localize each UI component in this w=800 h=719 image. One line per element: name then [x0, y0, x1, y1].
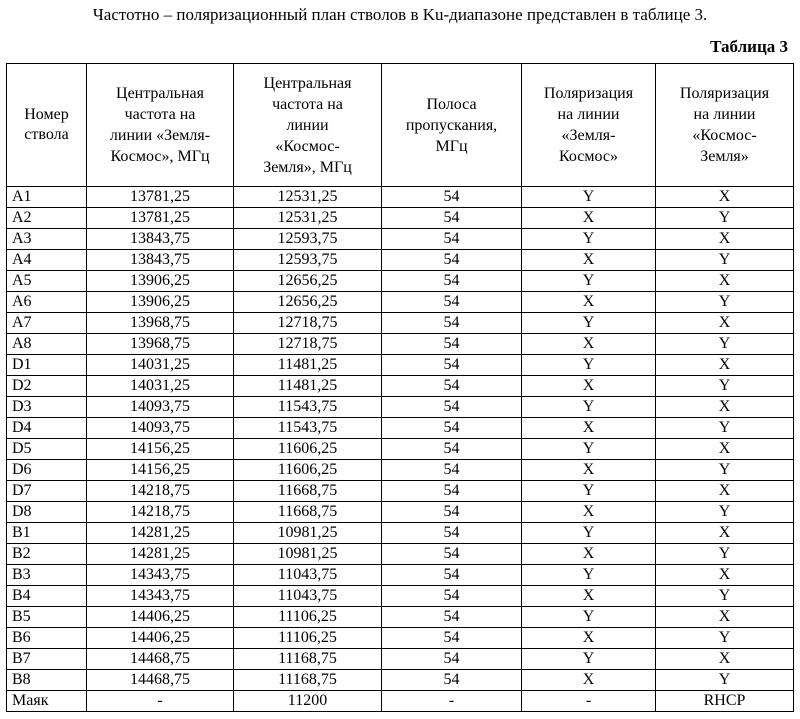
- cell-bandwidth: 54: [382, 229, 522, 250]
- cell-uplink-frequency: 13843,75: [87, 229, 234, 250]
- cell-bandwidth: 54: [382, 628, 522, 649]
- cell-downlink-frequency: 11668,75: [234, 481, 382, 502]
- cell-downlink-frequency: 12593,75: [234, 250, 382, 271]
- cell-uplink-polarization: X: [522, 250, 656, 271]
- table-body: [7, 187, 794, 712]
- cell-uplink-frequency: 14343,75: [87, 586, 234, 607]
- table-row: [7, 649, 794, 670]
- cell-downlink-polarization: Y: [656, 418, 794, 439]
- cell-bandwidth: 54: [382, 376, 522, 397]
- cell-downlink-frequency: 11543,75: [234, 418, 382, 439]
- cell-uplink-frequency: 13906,25: [87, 271, 234, 292]
- cell-downlink-frequency: 11106,25: [234, 628, 382, 649]
- table-row: [7, 187, 794, 208]
- cell-transponder-number: D8: [7, 502, 87, 523]
- cell-uplink-polarization: Y: [522, 187, 656, 208]
- cell-bandwidth: 54: [382, 292, 522, 313]
- cell-bandwidth: 54: [382, 502, 522, 523]
- cell-transponder-number: D4: [7, 418, 87, 439]
- cell-downlink-polarization: Y: [656, 334, 794, 355]
- cell-downlink-polarization: X: [656, 649, 794, 670]
- cell-uplink-frequency: 14156,25: [87, 439, 234, 460]
- table-row: [7, 607, 794, 628]
- cell-downlink-polarization: X: [656, 523, 794, 544]
- cell-transponder-number: A5: [7, 271, 87, 292]
- cell-uplink-polarization: Y: [522, 397, 656, 418]
- cell-transponder-number: B5: [7, 607, 87, 628]
- cell-downlink-polarization: X: [656, 313, 794, 334]
- cell-downlink-frequency: 12531,25: [234, 208, 382, 229]
- cell-bandwidth: 54: [382, 313, 522, 334]
- cell-bandwidth: 54: [382, 187, 522, 208]
- cell-uplink-frequency: 13843,75: [87, 250, 234, 271]
- header-bandwidth: Полоса пропускания, МГц: [382, 64, 522, 187]
- cell-transponder-number: B7: [7, 649, 87, 670]
- table-row: [7, 355, 794, 376]
- cell-uplink-polarization: X: [522, 670, 656, 691]
- cell-downlink-frequency: 11606,25: [234, 460, 382, 481]
- header-downlink-frequency: Центральная частота на линии «Космос- Земля», МГц: [234, 64, 382, 187]
- header-transponder-number: Номер ствола: [7, 64, 87, 187]
- cell-downlink-frequency: 12656,25: [234, 271, 382, 292]
- cell-downlink-frequency: 11168,75: [234, 670, 382, 691]
- cell-downlink-frequency: 11481,25: [234, 355, 382, 376]
- cell-bandwidth: 54: [382, 481, 522, 502]
- cell-uplink-polarization: X: [522, 376, 656, 397]
- cell-downlink-polarization: Y: [656, 250, 794, 271]
- cell-uplink-frequency: 13781,25: [87, 187, 234, 208]
- table-label: Таблица 3: [710, 37, 788, 56]
- cell-downlink-polarization: Y: [656, 208, 794, 229]
- table-row: [7, 334, 794, 355]
- cell-bandwidth: 54: [382, 250, 522, 271]
- cell-downlink-frequency: 11043,75: [234, 565, 382, 586]
- cell-downlink-polarization: Y: [656, 460, 794, 481]
- cell-uplink-polarization: Y: [522, 271, 656, 292]
- cell-downlink-frequency: 10981,25: [234, 523, 382, 544]
- cell-bandwidth: 54: [382, 586, 522, 607]
- cell-downlink-polarization: X: [656, 355, 794, 376]
- cell-uplink-frequency: 14468,75: [87, 670, 234, 691]
- cell-downlink-polarization: Y: [656, 376, 794, 397]
- table-row: [7, 292, 794, 313]
- table-row: [7, 229, 794, 250]
- cell-downlink-polarization: X: [656, 565, 794, 586]
- cell-uplink-polarization: Y: [522, 439, 656, 460]
- cell-downlink-polarization: Y: [656, 628, 794, 649]
- cell-downlink-polarization: Y: [656, 586, 794, 607]
- table-row: [7, 460, 794, 481]
- table-row: [7, 271, 794, 292]
- cell-transponder-number: D1: [7, 355, 87, 376]
- cell-bandwidth: 54: [382, 460, 522, 481]
- cell-downlink-frequency: 11043,75: [234, 586, 382, 607]
- cell-bandwidth: 54: [382, 439, 522, 460]
- cell-transponder-number: B4: [7, 586, 87, 607]
- cell-bandwidth: 54: [382, 565, 522, 586]
- cell-bandwidth: 54: [382, 418, 522, 439]
- cell-transponder-number: A1: [7, 187, 87, 208]
- cell-uplink-frequency: 13781,25: [87, 208, 234, 229]
- cell-uplink-frequency: 14281,25: [87, 544, 234, 565]
- cell-downlink-frequency: 12656,25: [234, 292, 382, 313]
- cell-downlink-polarization: X: [656, 271, 794, 292]
- cell-uplink-polarization: X: [522, 460, 656, 481]
- cell-downlink-polarization: X: [656, 439, 794, 460]
- cell-transponder-number: A2: [7, 208, 87, 229]
- cell-downlink-polarization: Y: [656, 544, 794, 565]
- cell-uplink-frequency: 14343,75: [87, 565, 234, 586]
- table-row: [7, 418, 794, 439]
- cell-bandwidth: 54: [382, 649, 522, 670]
- cell-transponder-number: A3: [7, 229, 87, 250]
- cell-uplink-polarization: Y: [522, 229, 656, 250]
- cell-transponder-number: B1: [7, 523, 87, 544]
- cell-uplink-polarization: Y: [522, 523, 656, 544]
- cell-transponder-number: A6: [7, 292, 87, 313]
- cell-transponder-number: D6: [7, 460, 87, 481]
- cell-downlink-frequency: 11106,25: [234, 607, 382, 628]
- cell-transponder-number: B6: [7, 628, 87, 649]
- cell-bandwidth: 54: [382, 208, 522, 229]
- cell-uplink-frequency: 13906,25: [87, 292, 234, 313]
- frequency-plan-table: [6, 63, 794, 712]
- cell-downlink-frequency: 10981,25: [234, 544, 382, 565]
- cell-transponder-number: D2: [7, 376, 87, 397]
- cell-downlink-frequency: 12718,75: [234, 313, 382, 334]
- cell-transponder-number: A4: [7, 250, 87, 271]
- cell-uplink-frequency: 13968,75: [87, 334, 234, 355]
- cell-uplink-frequency: 14468,75: [87, 649, 234, 670]
- cell-downlink-frequency: 12531,25: [234, 187, 382, 208]
- cell-downlink-frequency: 12718,75: [234, 334, 382, 355]
- cell-uplink-frequency: 14093,75: [87, 397, 234, 418]
- cell-uplink-polarization: X: [522, 586, 656, 607]
- cell-transponder-number: B8: [7, 670, 87, 691]
- cell-uplink-polarization: Y: [522, 313, 656, 334]
- table-row: [7, 439, 794, 460]
- table-row: [7, 376, 794, 397]
- cell-uplink-frequency: 14156,25: [87, 460, 234, 481]
- cell-transponder-number: B2: [7, 544, 87, 565]
- cell-bandwidth: 54: [382, 670, 522, 691]
- cell-uplink-polarization: X: [522, 418, 656, 439]
- cell-uplink-frequency: 14218,75: [87, 502, 234, 523]
- cell-uplink-polarization: X: [522, 502, 656, 523]
- cell-downlink-polarization: RHCP: [656, 691, 794, 712]
- cell-bandwidth: 54: [382, 271, 522, 292]
- table-row: [7, 586, 794, 607]
- table-row: [7, 313, 794, 334]
- table-row: [7, 691, 794, 712]
- cell-bandwidth: 54: [382, 397, 522, 418]
- cell-uplink-polarization: -: [522, 691, 656, 712]
- cell-downlink-polarization: X: [656, 187, 794, 208]
- cell-bandwidth: 54: [382, 544, 522, 565]
- cell-transponder-number: D5: [7, 439, 87, 460]
- cell-uplink-polarization: Y: [522, 481, 656, 502]
- cell-uplink-polarization: X: [522, 292, 656, 313]
- table-row: [7, 250, 794, 271]
- cell-uplink-frequency: 14406,25: [87, 628, 234, 649]
- table-row: [7, 208, 794, 229]
- cell-bandwidth: 54: [382, 523, 522, 544]
- cell-uplink-frequency: 14031,25: [87, 376, 234, 397]
- cell-downlink-polarization: X: [656, 397, 794, 418]
- cell-downlink-polarization: Y: [656, 502, 794, 523]
- cell-uplink-polarization: Y: [522, 649, 656, 670]
- cell-downlink-polarization: Y: [656, 670, 794, 691]
- header-uplink-polarization: Поляризация на линии «Земля- Космос»: [522, 64, 656, 187]
- cell-uplink-frequency: 14093,75: [87, 418, 234, 439]
- cell-downlink-frequency: 11168,75: [234, 649, 382, 670]
- cell-uplink-polarization: Y: [522, 607, 656, 628]
- cell-uplink-frequency: 14406,25: [87, 607, 234, 628]
- cell-downlink-frequency: 11543,75: [234, 397, 382, 418]
- intro-text: Частотно – поляризационный план стволов в Ku-диапазоне представлен в таблице 3.: [92, 5, 708, 24]
- cell-bandwidth: 54: [382, 355, 522, 376]
- cell-uplink-frequency: 13968,75: [87, 313, 234, 334]
- cell-transponder-number: A8: [7, 334, 87, 355]
- cell-downlink-frequency: 11606,25: [234, 439, 382, 460]
- table-row: [7, 544, 794, 565]
- cell-uplink-frequency: 14281,25: [87, 523, 234, 544]
- cell-uplink-polarization: Y: [522, 355, 656, 376]
- cell-uplink-polarization: X: [522, 334, 656, 355]
- cell-downlink-polarization: X: [656, 607, 794, 628]
- table-row: [7, 523, 794, 544]
- cell-transponder-number: D3: [7, 397, 87, 418]
- cell-uplink-polarization: Y: [522, 565, 656, 586]
- cell-downlink-polarization: Y: [656, 292, 794, 313]
- header-uplink-frequency: Центральная частота на линии «Земля- Космос», МГц: [87, 64, 234, 187]
- table-row: [7, 670, 794, 691]
- table-row: [7, 397, 794, 418]
- cell-bandwidth: -: [382, 691, 522, 712]
- cell-downlink-frequency: 11668,75: [234, 502, 382, 523]
- cell-uplink-polarization: X: [522, 628, 656, 649]
- cell-transponder-number: Маяк: [7, 691, 87, 712]
- cell-uplink-polarization: X: [522, 544, 656, 565]
- cell-uplink-polarization: X: [522, 208, 656, 229]
- cell-bandwidth: 54: [382, 334, 522, 355]
- cell-transponder-number: A7: [7, 313, 87, 334]
- table-row: [7, 502, 794, 523]
- header-downlink-polarization: Поляризация на линии «Космос- Земля»: [656, 64, 794, 187]
- header-row: [7, 64, 794, 187]
- cell-bandwidth: 54: [382, 607, 522, 628]
- cell-downlink-polarization: X: [656, 229, 794, 250]
- cell-downlink-polarization: X: [656, 481, 794, 502]
- cell-downlink-frequency: 11200: [234, 691, 382, 712]
- table-row: [7, 628, 794, 649]
- cell-downlink-frequency: 12593,75: [234, 229, 382, 250]
- table-row: [7, 481, 794, 502]
- cell-uplink-frequency: 14031,25: [87, 355, 234, 376]
- cell-transponder-number: D7: [7, 481, 87, 502]
- cell-downlink-frequency: 11481,25: [234, 376, 382, 397]
- cell-transponder-number: B3: [7, 565, 87, 586]
- table-row: [7, 565, 794, 586]
- cell-uplink-frequency: -: [87, 691, 234, 712]
- cell-uplink-frequency: 14218,75: [87, 481, 234, 502]
